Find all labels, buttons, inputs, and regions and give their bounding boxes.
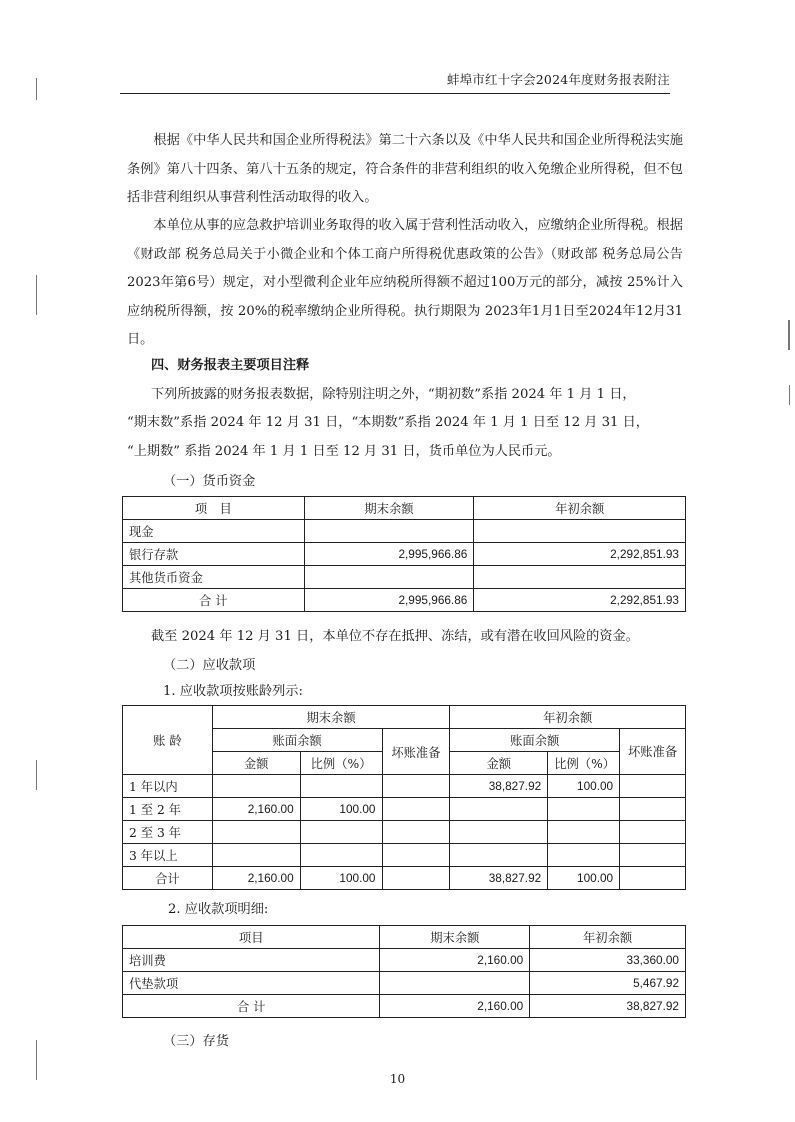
cell-end <box>380 972 530 995</box>
table-total-row <box>123 867 686 890</box>
header-book-balance: 账面余额 <box>212 729 382 752</box>
cell <box>300 844 382 867</box>
header-begin-balance: 年初余额 <box>450 706 686 729</box>
header-bad-debt: 坏账准备 <box>382 729 450 775</box>
table-row <box>123 844 686 867</box>
scan-mark <box>788 320 790 350</box>
cell <box>450 844 548 867</box>
table-total-row <box>123 995 686 1018</box>
row-label: 其他货币资金 <box>123 566 305 589</box>
cell <box>620 775 686 798</box>
row-label: 培训费 <box>123 949 380 972</box>
cell <box>212 821 300 844</box>
cell <box>300 775 382 798</box>
cell: 100.00 <box>548 867 620 890</box>
paragraph-tax-policy: 本单位从事的应急救护培训业务取得的收入属于营利性活动收入，应缴纳企业所得税。根据《财政部 税务总局关于小微企业和个体工商户所得税优惠政策的公告》（财政部 税务总局公告2023年第6号）规定，对小型微利企业年应纳税所得额不超过100万元的部分，减按 25%计入应纳税所得额，按 20%的税率缴纳企业所得税。执行期限为 2023年1月1日至2024年12月31日。 <box>127 218 683 347</box>
header-title: 蚌埠市红十字会2024年度财务报表附注 <box>446 72 670 87</box>
cell-begin: 2,292,851.93 <box>474 543 686 566</box>
detail-table <box>122 925 686 1018</box>
cell-end <box>304 566 474 589</box>
cell <box>300 821 382 844</box>
cell-end: 2,995,966.86 <box>304 543 474 566</box>
cell <box>212 844 300 867</box>
scan-mark <box>36 760 37 790</box>
page-header <box>120 68 670 94</box>
scan-mark <box>36 78 37 100</box>
header-end-balance: 期末余额 <box>212 706 450 729</box>
header-ratio: 比例（%） <box>300 752 382 775</box>
cell-begin: 38,827.92 <box>530 995 686 1018</box>
section-heading-notes: 四、财务报表主要项目注释 <box>151 358 310 373</box>
aging-table <box>122 705 686 890</box>
cell <box>450 798 548 821</box>
cell: 38,827.92 <box>450 867 548 890</box>
header-bad-debt: 坏账准备 <box>620 729 686 775</box>
column-header: 期末余额 <box>304 497 474 520</box>
cell <box>548 844 620 867</box>
cell <box>620 844 686 867</box>
subheading-receivables: （二）应收款项 <box>163 658 256 673</box>
cell-end: 2,160.00 <box>380 995 530 1018</box>
subheading-aging: 1. 应收款项按账龄列示: <box>163 684 303 699</box>
cell <box>382 775 450 798</box>
row-label: 银行存款 <box>123 543 305 566</box>
table-row <box>123 798 686 821</box>
subheading-cash: （一）货币资金 <box>163 474 256 489</box>
cell-end <box>304 520 474 543</box>
cash-table <box>122 496 686 612</box>
cell <box>620 867 686 890</box>
table-row <box>123 821 686 844</box>
cell <box>620 798 686 821</box>
table-row <box>123 520 686 543</box>
definition-line-3: “上期数” 系指 2024 年 1 月 1 日至 12 月 31 日，货币单位为人民币元。 <box>127 444 561 459</box>
cell <box>548 821 620 844</box>
header-amount: 金额 <box>450 752 548 775</box>
subheading-inventory: （三）存货 <box>163 1034 229 1049</box>
row-label: 1 年以内 <box>123 775 213 798</box>
header-book-balance: 账面余额 <box>450 729 620 752</box>
row-label: 现金 <box>123 520 305 543</box>
cell-begin <box>474 520 686 543</box>
cell <box>382 821 450 844</box>
cell-end: 2,995,966.86 <box>304 589 474 612</box>
definition-line-1: 下列所披露的财务报表数据，除特别注明之外，“期初数”系指 2024 年 1 月 1 日， <box>151 387 636 402</box>
header-age: 账 龄 <box>123 706 213 775</box>
cash-note: 截至 2024 年 12 月 31 日，本单位不存在抵押、冻结，或有潜在收回风险的资金。 <box>151 629 639 644</box>
cell <box>382 798 450 821</box>
cell: 100.00 <box>300 867 382 890</box>
table-header-row <box>123 497 686 520</box>
cell <box>212 775 300 798</box>
cell <box>450 821 548 844</box>
cell-begin <box>474 566 686 589</box>
cell: 2,160.00 <box>212 798 300 821</box>
scan-mark <box>789 385 790 405</box>
row-label: 合 计 <box>123 995 380 1018</box>
definition-line-2: “期末数”系指 2024 年 12 月 31 日，“本期数”系指 2024 年 1 月 1 日至 12 月 31 日， <box>127 415 649 430</box>
row-label: 合计 <box>123 867 213 890</box>
subheading-detail: 2. 应收款项明细: <box>168 902 269 917</box>
row-label: 合 计 <box>123 589 305 612</box>
cell-begin: 5,467.92 <box>530 972 686 995</box>
cell: 100.00 <box>300 798 382 821</box>
column-header: 年初余额 <box>530 926 686 949</box>
row-label: 代垫款项 <box>123 972 380 995</box>
cell: 100.00 <box>548 775 620 798</box>
cell-begin: 2,292,851.93 <box>474 589 686 612</box>
header-amount: 金额 <box>212 752 300 775</box>
page-number: 10 <box>389 1072 406 1086</box>
cell-end: 2,160.00 <box>380 949 530 972</box>
table-row <box>123 775 686 798</box>
cell-begin: 33,360.00 <box>530 949 686 972</box>
column-header: 项目 <box>123 926 380 949</box>
paragraph-tax-law: 根据《中华人民共和国企业所得税法》第二十六条以及《中华人民共和国企业所得税法实施条例》第八十四条、第八十五条的规定，符合条件的非营利组织的收入免缴企业所得税，但不包括非营利组织从事营利性活动取得的收入。 <box>127 133 683 205</box>
table-header-row <box>123 926 686 949</box>
column-header: 期末余额 <box>380 926 530 949</box>
cell <box>548 798 620 821</box>
table-row <box>123 949 686 972</box>
row-label: 3 年以上 <box>123 844 213 867</box>
column-header: 项 目 <box>123 497 305 520</box>
row-label: 1 至 2 年 <box>123 798 213 821</box>
cell <box>620 821 686 844</box>
cell: 38,827.92 <box>450 775 548 798</box>
table-row <box>123 972 686 995</box>
column-header: 年初余额 <box>474 497 686 520</box>
scan-mark <box>36 1040 37 1080</box>
header-ratio: 比例（%） <box>548 752 620 775</box>
table-row <box>123 543 686 566</box>
scan-mark <box>36 275 37 315</box>
row-label: 2 至 3 年 <box>123 821 213 844</box>
table-total-row <box>123 589 686 612</box>
cell: 2,160.00 <box>212 867 300 890</box>
table-row <box>123 566 686 589</box>
cell <box>382 844 450 867</box>
cell <box>382 867 450 890</box>
